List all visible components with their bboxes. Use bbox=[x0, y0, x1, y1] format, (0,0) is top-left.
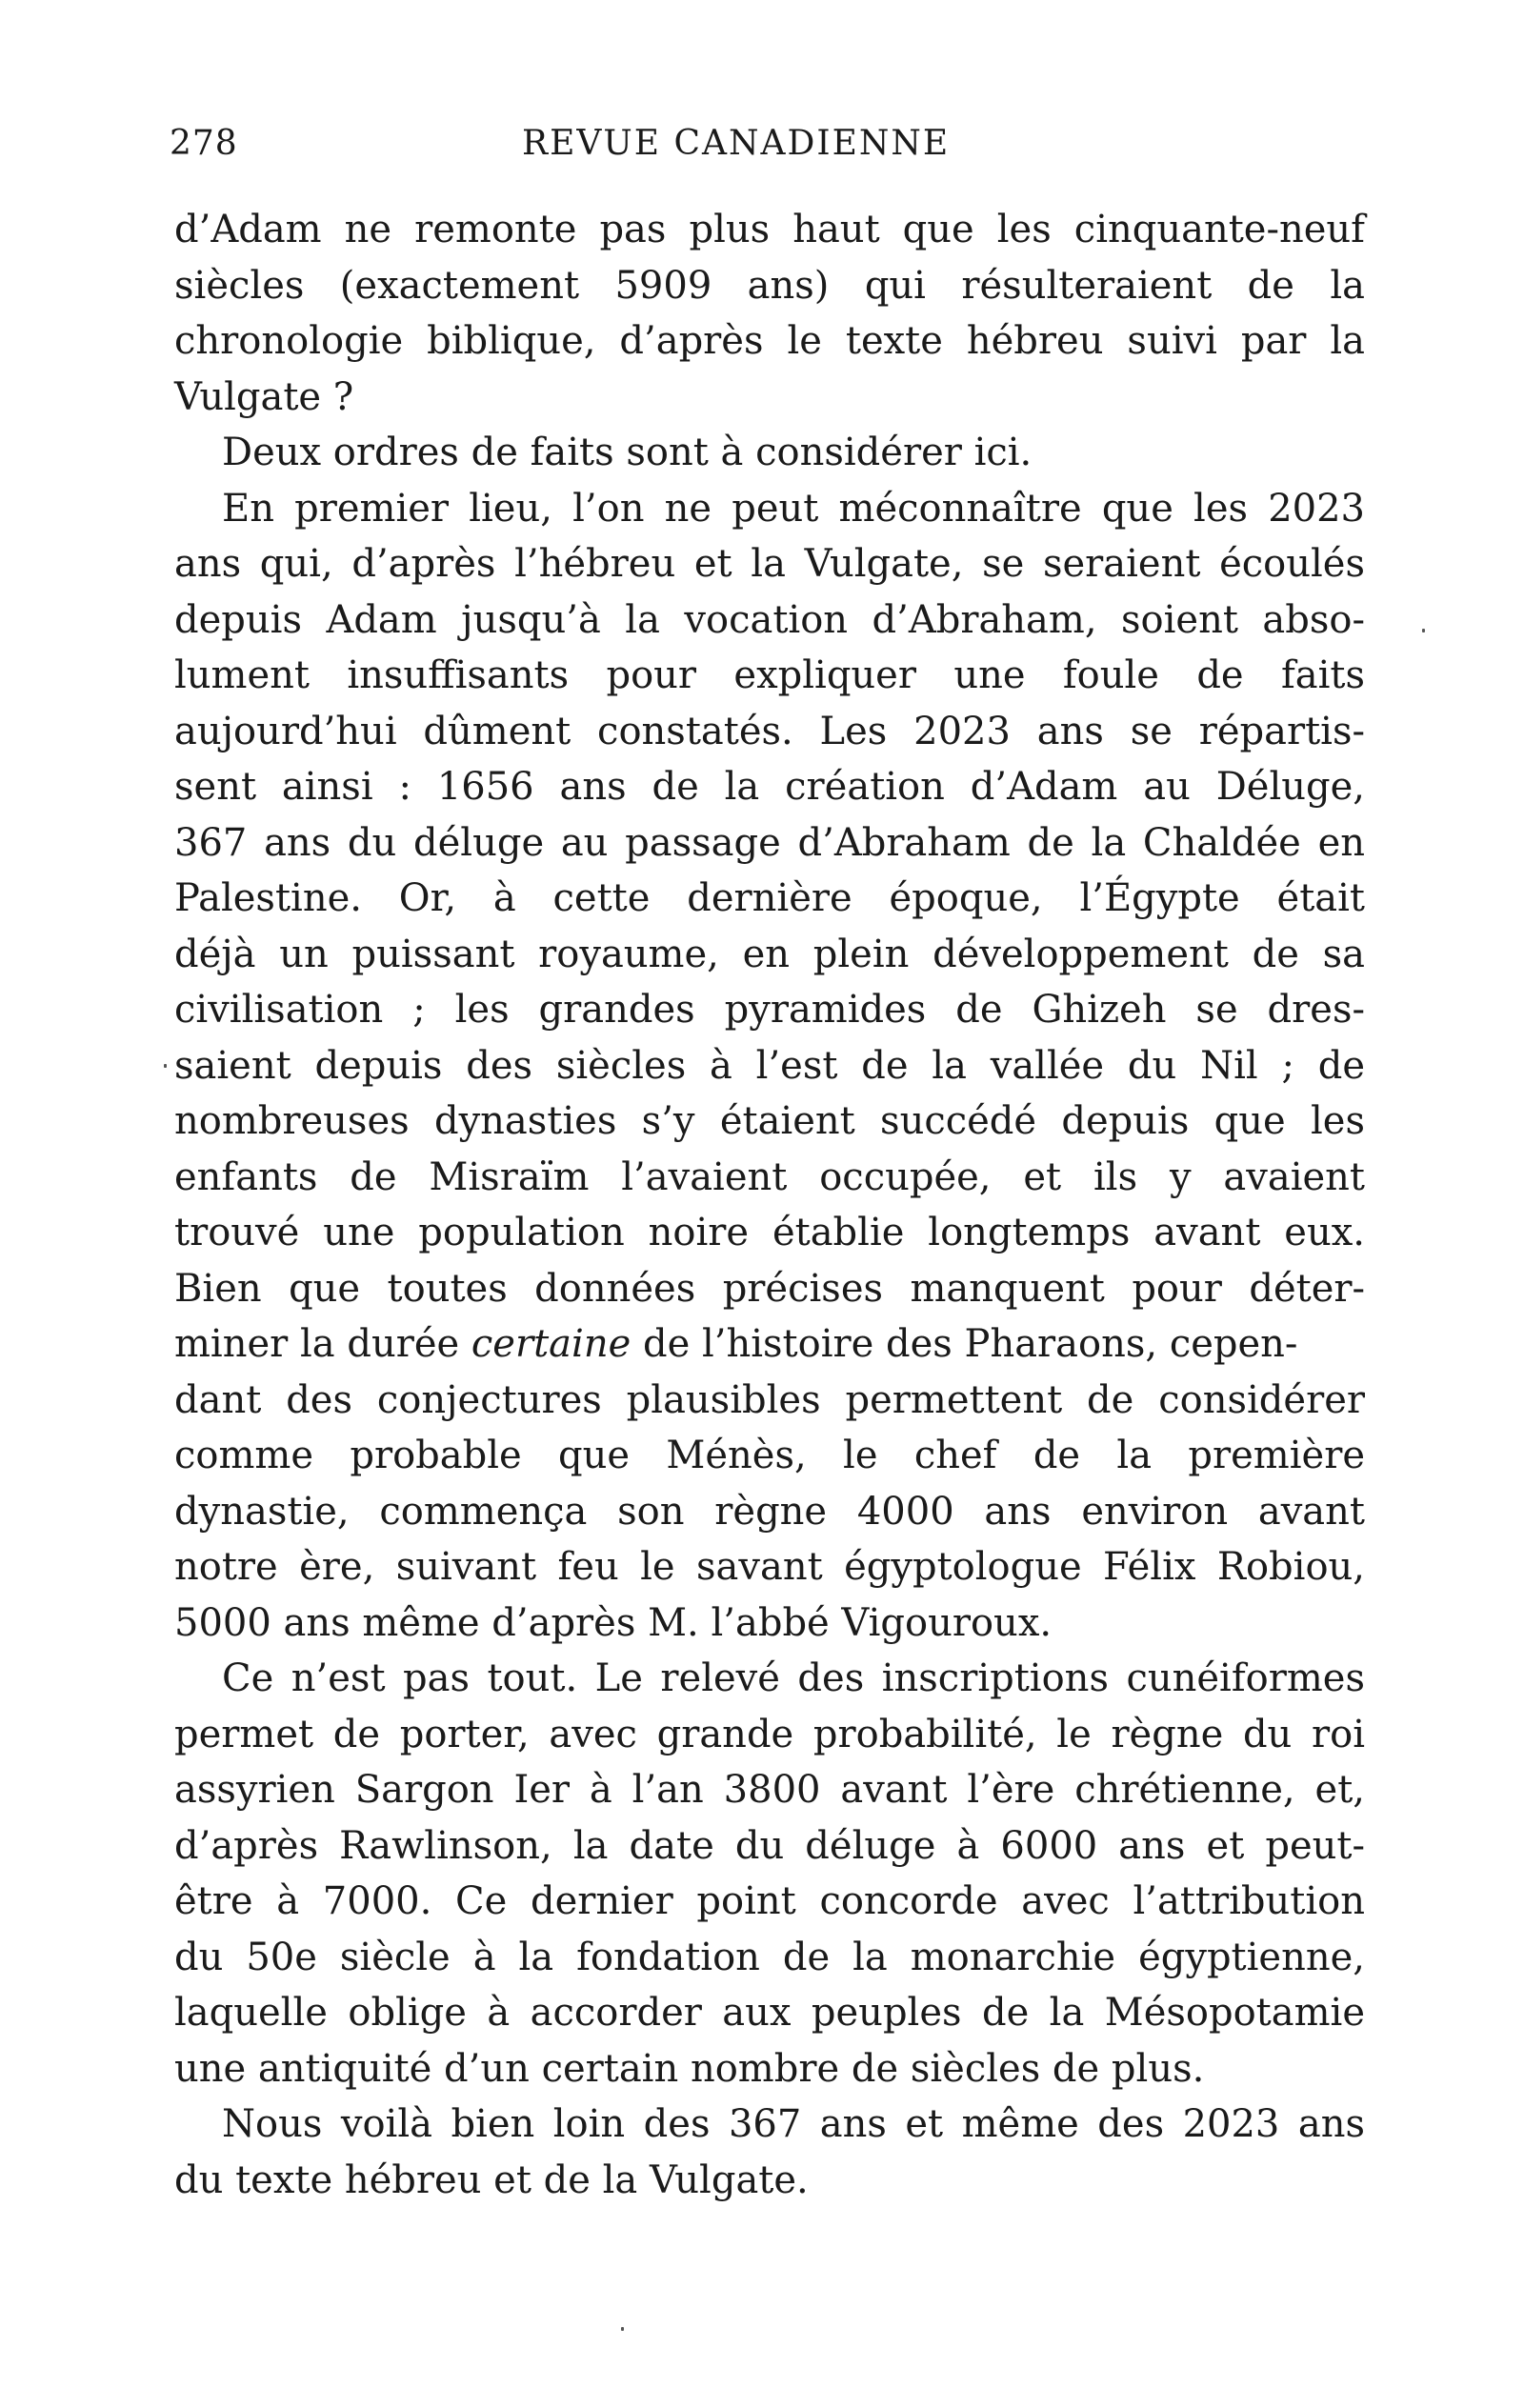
text-line: sent ainsi : 1656 ans de la création d’Adam au Déluge, bbox=[174, 765, 1365, 809]
text-line: déjà un puissant royaume, en plein développement de sa bbox=[174, 932, 1365, 976]
text-line: laquelle oblige à accorder aux peuples de la Mésopotamie bbox=[174, 1991, 1365, 2035]
text-line: Vulgate ? bbox=[174, 374, 354, 419]
text-line: 367 ans du déluge au passage d’Abraham de la Chaldée en bbox=[174, 820, 1365, 865]
running-header bbox=[170, 124, 1379, 181]
text-line: dynastie, commença son règne 4000 ans environ avant bbox=[174, 1489, 1365, 1534]
text-line: du 50e siècle à la fondation de la monarchie égyptienne, bbox=[174, 1935, 1365, 1979]
text-line: civilisation ; les grandes pyramides de Ghizeh se dres- bbox=[174, 988, 1365, 1032]
running-title: REVUE CANADIENNE bbox=[522, 124, 951, 163]
paper-speck bbox=[621, 2327, 624, 2331]
text-line: depuis Adam jusqu’à la vocation d’Abraham, soient abso- bbox=[174, 597, 1365, 642]
text-line: Palestine. Or, à cette dernière époque, l’Égypte était bbox=[174, 876, 1365, 920]
text-line: assyrien Sargon Ier à l’an 3800 avant l’ère chrétienne, et, bbox=[174, 1768, 1365, 1812]
text-line: Ce n’est pas tout. Le relevé des inscriptions cunéiformes bbox=[222, 1656, 1365, 1700]
page-number: 278 bbox=[170, 124, 238, 163]
text-line: 5000 ans même d’après M. l’abbé Vigouroux. bbox=[174, 1600, 1053, 1645]
text-segment: miner la durée bbox=[174, 1322, 471, 1366]
text-line: Nous voilà bien loin des 367 ans et même des 2023 ans bbox=[222, 2102, 1365, 2146]
text-line: En premier lieu, l’on ne peut méconnaître que les 2023 bbox=[222, 486, 1365, 531]
text-line: lument insuffisants pour expliquer une foule de faits bbox=[174, 653, 1365, 697]
text-line: dant des conjectures plausibles permettent de considérer bbox=[174, 1377, 1365, 1422]
text-line: saient depuis des siècles à l’est de la vallée du Nil ; de bbox=[174, 1043, 1365, 1088]
text-line: permet de porter, avec grande probabilité, le règne du roi bbox=[174, 1712, 1365, 1756]
text-line: notre ère, suivant feu le savant égyptologue Félix Robiou, bbox=[174, 1545, 1365, 1589]
text-line: nombreuses dynasties s’y étaient succédé depuis que les bbox=[174, 1099, 1365, 1143]
text-line: être à 7000. Ce dernier point concorde avec l’attribution bbox=[174, 1879, 1365, 1923]
paper-speck bbox=[1422, 629, 1425, 632]
text-line: aujourd’hui dûment constatés. Les 2023 ans se répartis- bbox=[174, 709, 1365, 753]
body-text bbox=[174, 202, 1365, 2208]
text-line: du texte hébreu et de la Vulgate. bbox=[174, 2157, 809, 2202]
text-line: trouvé une population noire établie longtemps avant eux. bbox=[174, 1211, 1365, 1254]
italic-word: certaine bbox=[471, 1322, 632, 1366]
text-line: enfants de Misraïm l’avaient occupée, et ils y avaient bbox=[174, 1154, 1365, 1199]
text-line: chronologie biblique, d’après le texte hébreu suivi par la bbox=[174, 319, 1365, 363]
paper-speck bbox=[164, 1064, 167, 1068]
text-line: d’Adam ne remonte pas plus haut que les cinquante-neuf bbox=[174, 208, 1365, 251]
text-line: ans qui, d’après l’hébreu et la Vulgate, se seraient écoulés bbox=[174, 542, 1365, 586]
text-segment: de l’histoire des Pharaons, cepen- bbox=[631, 1322, 1298, 1366]
text-line: comme probable que Ménès, le chef de la première bbox=[174, 1434, 1365, 1477]
text-line-mixed bbox=[174, 1316, 1365, 1373]
text-line: d’après Rawlinson, la date du déluge à 6000 ans et peut- bbox=[174, 1823, 1365, 1868]
text-line: une antiquité d’un certain nombre de siècles de plus. bbox=[174, 2046, 1205, 2091]
text-line: Deux ordres de faits sont à considérer ici. bbox=[222, 431, 1033, 474]
text-line: Bien que toutes données précises manquent pour déter- bbox=[174, 1266, 1365, 1311]
text-line: siècles (exactement 5909 ans) qui résulteraient de la bbox=[174, 263, 1365, 308]
